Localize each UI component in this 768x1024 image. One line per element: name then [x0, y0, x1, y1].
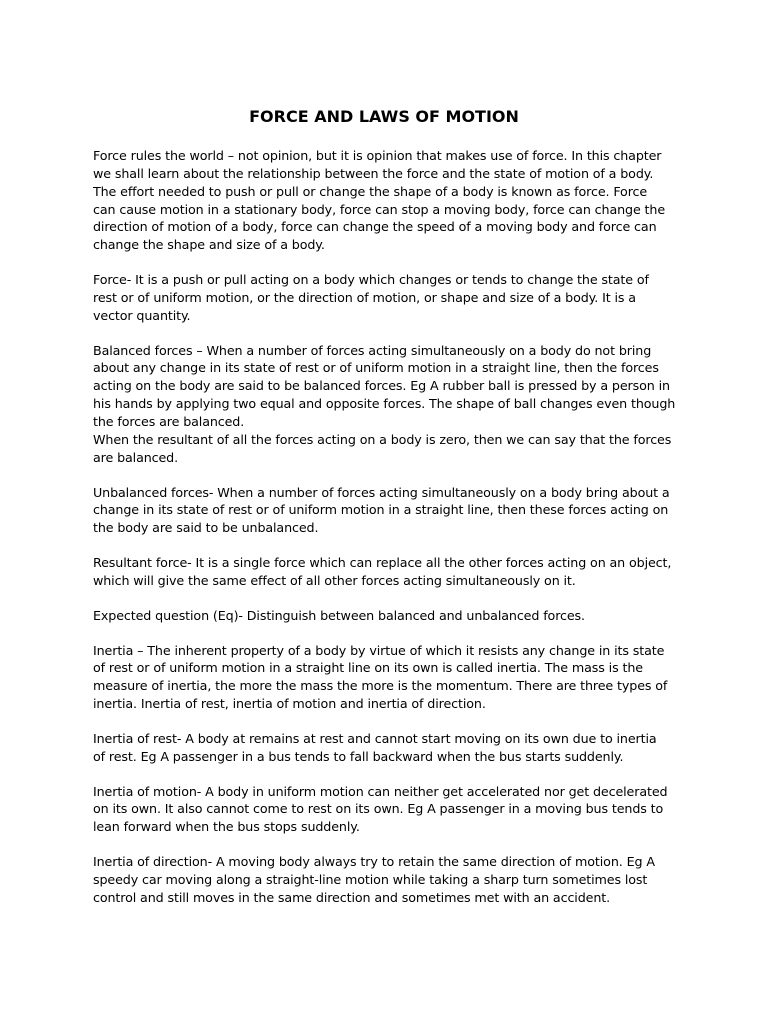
text-line: of rest. Eg A passenger in a bus tends to fall backward when the bus starts suddenly.	[93, 748, 624, 764]
paragraph-inertia-of-motion	[93, 783, 683, 837]
text-line: of rest or of uniform motion in a straight line on its own is called inertia. The mass is the	[93, 660, 643, 676]
text-line: Force- It is a push or pull acting on a body which changes or tends to change the state of	[93, 272, 649, 288]
text-line: lean forward when the bus stops suddenly.	[93, 819, 360, 835]
text-line: Balanced forces – When a number of forces acting simultaneously on a body do not bring	[93, 342, 652, 358]
text-line: are balanced.	[93, 449, 179, 465]
text-line: measure of inertia, the more the mass the more is the momentum. There are three types of	[93, 678, 668, 694]
text-line: change in its state of rest or of uniform motion in a straight line, then these forces acting on	[93, 502, 669, 518]
paragraph-unbalanced-forces	[93, 484, 683, 538]
text-line: Force rules the world – not opinion, but it is opinion that makes use of force. In this chapter	[93, 148, 662, 163]
paragraph-resultant-force	[93, 554, 683, 590]
text-line: about any change in its state of rest or of uniform motion in a straight line, then the forces	[93, 360, 659, 376]
text-line: speedy car moving along a straight-line motion while taking a sharp turn sometimes lost	[93, 872, 648, 887]
text-line: on its own. It also cannot come to rest on its own. Eg A passenger in a moving bus tends to	[93, 801, 664, 817]
paragraph-balanced-forces	[93, 342, 683, 467]
paragraph-expected-question	[93, 607, 683, 625]
text-line: direction of motion of a body, force can change the speed of a moving body and force can	[93, 219, 657, 235]
paragraph-intro	[93, 147, 683, 254]
text-line: Inertia – The inherent property of a body by virtue of which it resists any change in its state	[93, 642, 665, 658]
paragraph-force	[93, 271, 683, 325]
text-line: Resultant force- It is a single force which can replace all the other forces acting on an object,	[93, 555, 672, 571]
text-line: Inertia of direction- A moving body always try to retain the same direction of motion. Eg A	[93, 854, 655, 870]
text-line: Inertia of motion- A body in uniform motion can neither get accelerated nor get decelerated	[93, 783, 668, 799]
text-line: the forces are balanced.	[93, 413, 245, 429]
text-line: change the shape and size of a body.	[93, 237, 325, 253]
text-line: The effort needed to push or pull or change the shape of a body is known as force. Force	[93, 183, 648, 199]
text-line: control and still moves in the same direction and sometimes met with an accident.	[93, 889, 611, 905]
paragraph-inertia	[93, 642, 683, 713]
paragraph-inertia-of-rest	[93, 730, 683, 766]
text-line: can cause motion in a stationary body, force can stop a moving body, force can change the	[93, 201, 666, 217]
text-line: which will give the same effect of all other forces acting simultaneously on it.	[93, 572, 576, 588]
text-line: Inertia of rest- A body at remains at rest and cannot start moving on its own due to inertia	[93, 730, 657, 746]
text-line: we shall learn about the relationship between the force and the state of motion of a body.	[93, 165, 654, 181]
document-title: FORCE AND LAWS OF MOTION	[249, 107, 519, 126]
document-body	[93, 147, 683, 924]
text-line: inertia. Inertia of rest, inertia of motion and inertia of direction.	[93, 696, 486, 712]
text-line: acting on the body are said to be balanced forces. Eg A rubber ball is pressed by a person in	[93, 378, 670, 394]
text-line: Expected question (Eq)- Distinguish between balanced and unbalanced forces.	[93, 607, 585, 623]
text-line: rest or of uniform motion, or the direction of motion, or shape and size of a body. It is a	[93, 289, 636, 305]
text-line: When the resultant of all the forces acting on a body is zero, then we can say that the forces	[93, 431, 672, 447]
text-line: his hands by applying two equal and opposite forces. The shape of ball changes even though	[93, 396, 676, 412]
text-line: vector quantity.	[93, 307, 191, 323]
paragraph-inertia-of-direction	[93, 853, 683, 907]
text-line: the body are said to be unbalanced.	[93, 520, 319, 536]
text-line: Unbalanced forces- When a number of forces acting simultaneously on a body bring about a	[93, 484, 670, 500]
